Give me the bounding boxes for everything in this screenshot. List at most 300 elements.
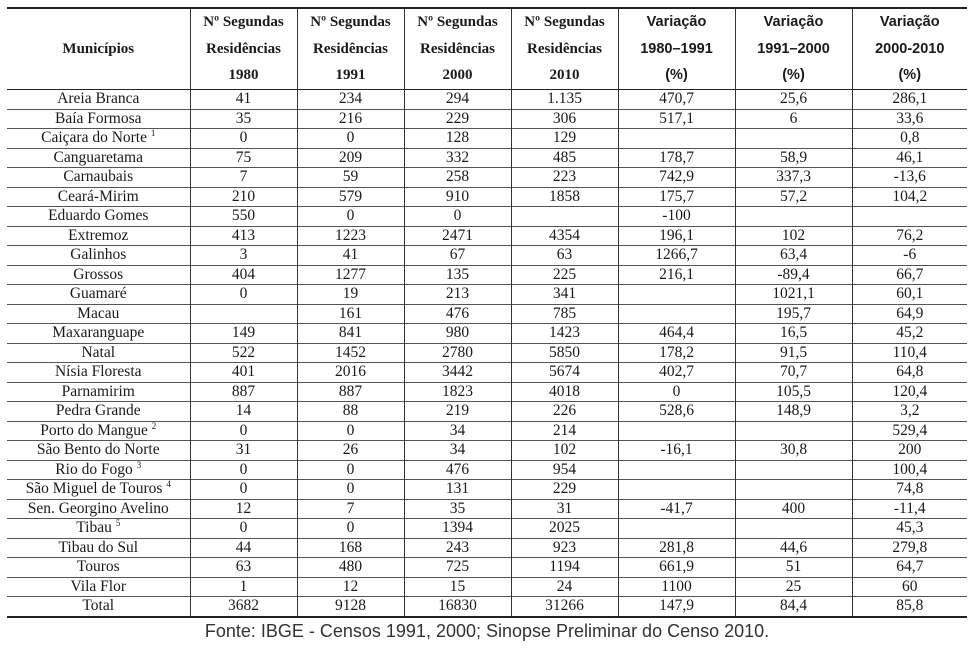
source-note: Fonte: IBGE - Censos 1991, 2000; Sinopse Preliminar do Censo 2010. [204,621,770,641]
value-cell [190,304,297,324]
municipality-cell [7,382,190,402]
value-cell: 0 [297,207,404,227]
value-cell: 175,7 [618,187,735,207]
value-cell: 2016 [297,363,404,383]
value-cell: 34 [404,441,511,461]
municipality-name: Rio do Fogo [55,460,133,478]
value-cell: 64,9 [852,304,967,324]
municipality-name: Ceará-Mirim [57,187,139,205]
value-cell: 522 [190,343,297,363]
header-line: (%) [665,67,688,84]
value-cell: 70,7 [735,363,852,383]
data-table-container [7,7,967,618]
header-line: (%) [898,67,922,84]
value-cell: 34 [404,421,511,441]
value-cell [618,480,735,500]
value-cell: 229 [511,480,618,500]
value-cell: 196,1 [618,226,735,246]
value-cell: -100 [618,207,735,227]
municipality-cell [7,265,190,285]
table-row [7,382,967,402]
footnote-marker: 3 [136,460,142,470]
municipality-name: Natal [81,343,116,361]
footnote-marker: 2 [151,421,157,431]
value-cell: 923 [511,538,618,558]
header-line: Municípios [62,40,135,57]
value-cell: 223 [511,168,618,188]
value-cell: 33,6 [852,109,967,129]
header-column-5 [618,8,735,90]
value-cell: 0 [297,460,404,480]
municipality-cell [7,246,190,266]
municipality-cell [7,343,190,363]
municipality-name: Eduardo Gomes [48,207,149,225]
municipality-name: Galinhos [70,246,127,264]
value-cell: 64,7 [852,558,967,578]
value-cell: 15 [404,577,511,597]
value-cell: 59 [297,168,404,188]
table-row [7,226,967,246]
value-cell: 332 [404,148,511,168]
value-cell: 88 [297,402,404,422]
value-cell: 402,7 [618,363,735,383]
value-cell [735,207,852,227]
table-row [7,597,967,617]
value-cell: -16,1 [618,441,735,461]
municipality-name: Carnaubais [63,168,134,186]
value-cell: 216,1 [618,265,735,285]
municipality-cell [7,168,190,188]
value-cell: 2025 [511,519,618,539]
table-row [7,109,967,129]
value-cell: 4354 [511,226,618,246]
value-cell [735,519,852,539]
value-cell: 135 [404,265,511,285]
municipality-name: São Miguel de Touros [25,480,163,498]
value-cell: 0 [190,519,297,539]
value-cell [618,129,735,149]
value-cell: 31 [511,499,618,519]
header-line: 2010 [549,67,580,84]
value-cell: 1.135 [511,90,618,110]
value-cell: 337,3 [735,168,852,188]
value-cell: 76,2 [852,226,967,246]
value-cell: 1858 [511,187,618,207]
value-cell: 0 [297,480,404,500]
value-cell: 12 [297,577,404,597]
value-cell: 63,4 [735,246,852,266]
value-cell: 286,1 [852,90,967,110]
municipality-cell [7,304,190,324]
value-cell: -89,4 [735,265,852,285]
municipality-name: Sen. Georgino Avelino [27,499,169,517]
value-cell [852,207,967,227]
table-row [7,402,967,422]
table-row [7,207,967,227]
municipality-cell [7,499,190,519]
header-line: Variação [646,14,707,31]
header-line: 1980 [228,67,259,84]
municipality-cell [7,324,190,344]
municipality-cell [7,207,190,227]
value-cell: 35 [190,109,297,129]
municipality-name: Tibau do Sul [58,538,139,556]
value-cell: 550 [190,207,297,227]
value-cell: 910 [404,187,511,207]
municipality-name: Vila Flor [70,577,126,595]
footnote-marker: 5 [115,518,121,529]
header-column-7 [852,8,967,90]
value-cell: 63 [190,558,297,578]
value-cell: 5850 [511,343,618,363]
table-row [7,285,967,305]
value-cell: 2471 [404,226,511,246]
table-row [7,363,967,383]
value-cell: 1452 [297,343,404,363]
value-cell: 1266,7 [618,246,735,266]
municipality-name: Caiçara do Norte [41,129,147,147]
value-cell: 31 [190,441,297,461]
table-header [7,8,967,90]
value-cell [735,421,852,441]
value-cell [618,421,735,441]
value-cell: 214 [511,421,618,441]
value-cell: 0 [190,129,297,149]
value-cell: 476 [404,460,511,480]
value-cell: 5674 [511,363,618,383]
municipality-name: Extremoz [68,226,129,244]
municipality-cell [7,519,190,539]
table-row [7,343,967,363]
header-line: Variação [879,14,940,31]
header-line: Nº Segundas [417,14,498,31]
value-cell: 105,5 [735,382,852,402]
value-cell: 485 [511,148,618,168]
value-cell: 887 [190,382,297,402]
table-row [7,187,967,207]
value-cell: 168 [297,538,404,558]
value-cell: 84,4 [735,597,852,617]
table-row [7,90,967,110]
value-cell [618,460,735,480]
table-row [7,558,967,578]
municipality-name: Baía Formosa [54,109,142,127]
value-cell: 26 [297,441,404,461]
value-cell: 41 [190,90,297,110]
value-cell: 91,5 [735,343,852,363]
value-cell: 404 [190,265,297,285]
value-cell: 219 [404,402,511,422]
value-cell: 24 [511,577,618,597]
table-row [7,441,967,461]
value-cell: 579 [297,187,404,207]
value-cell: 66,7 [852,265,967,285]
municipality-name: Parnamirim [61,382,135,400]
header-row [7,8,967,90]
value-cell: 980 [404,324,511,344]
value-cell: 195,7 [735,304,852,324]
value-cell [618,519,735,539]
municipality-cell [7,90,190,110]
value-cell: 226 [511,402,618,422]
value-cell: 401 [190,363,297,383]
value-cell: 147,9 [618,597,735,617]
header-municipios [7,8,190,90]
value-cell: 67 [404,246,511,266]
table-row [7,538,967,558]
value-cell: 100,4 [852,460,967,480]
value-cell: 1423 [511,324,618,344]
value-cell: 45,2 [852,324,967,344]
second-homes-table [7,7,967,618]
municipality-cell [7,148,190,168]
value-cell: 1100 [618,577,735,597]
municipality-name: Macau [77,304,120,322]
municipality-cell [7,109,190,129]
value-cell: 742,9 [618,168,735,188]
municipality-cell [7,402,190,422]
header-column-1 [190,8,297,90]
header-column-3 [404,8,511,90]
value-cell: 0 [297,421,404,441]
value-cell: 1194 [511,558,618,578]
value-cell: 2780 [404,343,511,363]
value-cell: 725 [404,558,511,578]
value-cell: 57,2 [735,187,852,207]
municipality-cell [7,363,190,383]
value-cell: 104,2 [852,187,967,207]
municipality-cell [7,480,190,500]
value-cell: 75 [190,148,297,168]
header-line: Residências [420,40,495,57]
value-cell: 161 [297,304,404,324]
header-line: Variação [763,14,824,31]
value-cell: 480 [297,558,404,578]
value-cell: 149 [190,324,297,344]
value-cell: 102 [511,441,618,461]
value-cell: 209 [297,148,404,168]
municipality-cell [7,460,190,480]
value-cell: 341 [511,285,618,305]
value-cell: 110,4 [852,343,967,363]
value-cell: 35 [404,499,511,519]
table-row [7,577,967,597]
header-line: (%) [782,67,805,84]
value-cell: 45,3 [852,519,967,539]
municipality-name: Pedra Grande [55,402,141,420]
value-cell: 0 [190,421,297,441]
municipality-cell [7,577,190,597]
value-cell: 229 [404,109,511,129]
value-cell: 0 [618,382,735,402]
value-cell: 0 [297,129,404,149]
value-cell: 148,9 [735,402,852,422]
value-cell: 131 [404,480,511,500]
municipality-cell [7,285,190,305]
value-cell [735,480,852,500]
municipality-name: Grossos [73,265,124,283]
value-cell: 25 [735,577,852,597]
municipality-name: São Bento do Norte [36,441,160,459]
value-cell: 1223 [297,226,404,246]
value-cell [618,285,735,305]
header-line: Nº Segundas [524,14,605,31]
value-cell: -41,7 [618,499,735,519]
footnote-marker: 1 [150,128,156,139]
value-cell: 129 [511,129,618,149]
value-cell: 3442 [404,363,511,383]
value-cell: 16,5 [735,324,852,344]
value-cell: 128 [404,129,511,149]
value-cell: 1277 [297,265,404,285]
municipality-cell [7,597,190,617]
municipality-name: Porto do Mangue [40,421,148,439]
value-cell: 120,4 [852,382,967,402]
value-cell: 225 [511,265,618,285]
table-body [7,90,967,617]
table-row [7,246,967,266]
municipality-name: Total [82,597,115,615]
value-cell: 46,1 [852,148,967,168]
table-row [7,324,967,344]
value-cell: 0 [190,480,297,500]
value-cell: 279,8 [852,538,967,558]
value-cell [511,207,618,227]
value-cell: 4018 [511,382,618,402]
value-cell: 64,8 [852,363,967,383]
value-cell: 7 [190,168,297,188]
value-cell: 213 [404,285,511,305]
value-cell: 60 [852,577,967,597]
value-cell: 258 [404,168,511,188]
table-row [7,265,967,285]
municipality-cell [7,421,190,441]
value-cell: 25,6 [735,90,852,110]
value-cell: 0 [297,519,404,539]
value-cell [618,304,735,324]
value-cell: 30,8 [735,441,852,461]
header-line: 2000 [442,67,473,84]
value-cell: 44 [190,538,297,558]
value-cell: 85,8 [852,597,967,617]
header-column-4 [511,8,618,90]
value-cell: 1021,1 [735,285,852,305]
value-cell: 178,2 [618,343,735,363]
value-cell: 74,8 [852,480,967,500]
municipality-name: Canguaretama [53,148,143,166]
header-line: Residências [313,40,388,57]
value-cell: 210 [190,187,297,207]
value-cell: -6 [852,246,967,266]
value-cell: 306 [511,109,618,129]
value-cell: 281,8 [618,538,735,558]
value-cell: 476 [404,304,511,324]
value-cell: 31266 [511,597,618,617]
value-cell: 6 [735,109,852,129]
value-cell: 234 [297,90,404,110]
municipality-cell [7,558,190,578]
municipality-name: Guamaré [69,285,127,303]
value-cell [735,129,852,149]
table-row [7,129,967,149]
header-line: 1991–2000 [757,40,830,57]
header-line: 1991 [335,67,366,84]
municipality-name: Areia Branca [57,90,140,108]
header-line: Nº Segundas [203,14,284,31]
value-cell: 9128 [297,597,404,617]
table-row [7,148,967,168]
municipality-name: Nísia Floresta [54,363,142,381]
table-row [7,168,967,188]
value-cell: 102 [735,226,852,246]
header-column-2 [297,8,404,90]
value-cell: 178,7 [618,148,735,168]
value-cell: 1394 [404,519,511,539]
value-cell: 16830 [404,597,511,617]
table-row [7,460,967,480]
municipality-name: Maxaranguape [52,324,145,342]
value-cell: 0 [190,460,297,480]
value-cell: 3682 [190,597,297,617]
value-cell: 7 [297,499,404,519]
value-cell: 400 [735,499,852,519]
value-cell: 19 [297,285,404,305]
value-cell: 529,4 [852,421,967,441]
value-cell: 243 [404,538,511,558]
value-cell: 528,6 [618,402,735,422]
value-cell: 294 [404,90,511,110]
table-row [7,304,967,324]
value-cell: 60,1 [852,285,967,305]
value-cell: 517,1 [618,109,735,129]
value-cell: 464,4 [618,324,735,344]
value-cell: 3 [190,246,297,266]
value-cell: 661,9 [618,558,735,578]
value-cell: 51 [735,558,852,578]
value-cell: 470,7 [618,90,735,110]
value-cell: 785 [511,304,618,324]
value-cell: 413 [190,226,297,246]
value-cell: 3,2 [852,402,967,422]
municipality-cell [7,441,190,461]
value-cell: -11,4 [852,499,967,519]
footnote-marker: 4 [166,479,171,490]
municipality-name: Touros [76,558,120,576]
value-cell: 12 [190,499,297,519]
value-cell: 0 [404,207,511,227]
value-cell: 0,8 [852,129,967,149]
header-column-6 [735,8,852,90]
municipality-cell [7,129,190,149]
value-cell: 887 [297,382,404,402]
table-row [7,519,967,539]
value-cell: 841 [297,324,404,344]
value-cell: 41 [297,246,404,266]
header-line: Residências [527,40,602,57]
header-line: Residências [206,40,281,57]
value-cell: 954 [511,460,618,480]
value-cell: 58,9 [735,148,852,168]
table-row [7,480,967,500]
value-cell: 63 [511,246,618,266]
value-cell: 1823 [404,382,511,402]
municipality-cell [7,538,190,558]
value-cell: 216 [297,109,404,129]
municipality-cell [7,187,190,207]
value-cell: 44,6 [735,538,852,558]
value-cell: -13,6 [852,168,967,188]
municipality-cell [7,226,190,246]
